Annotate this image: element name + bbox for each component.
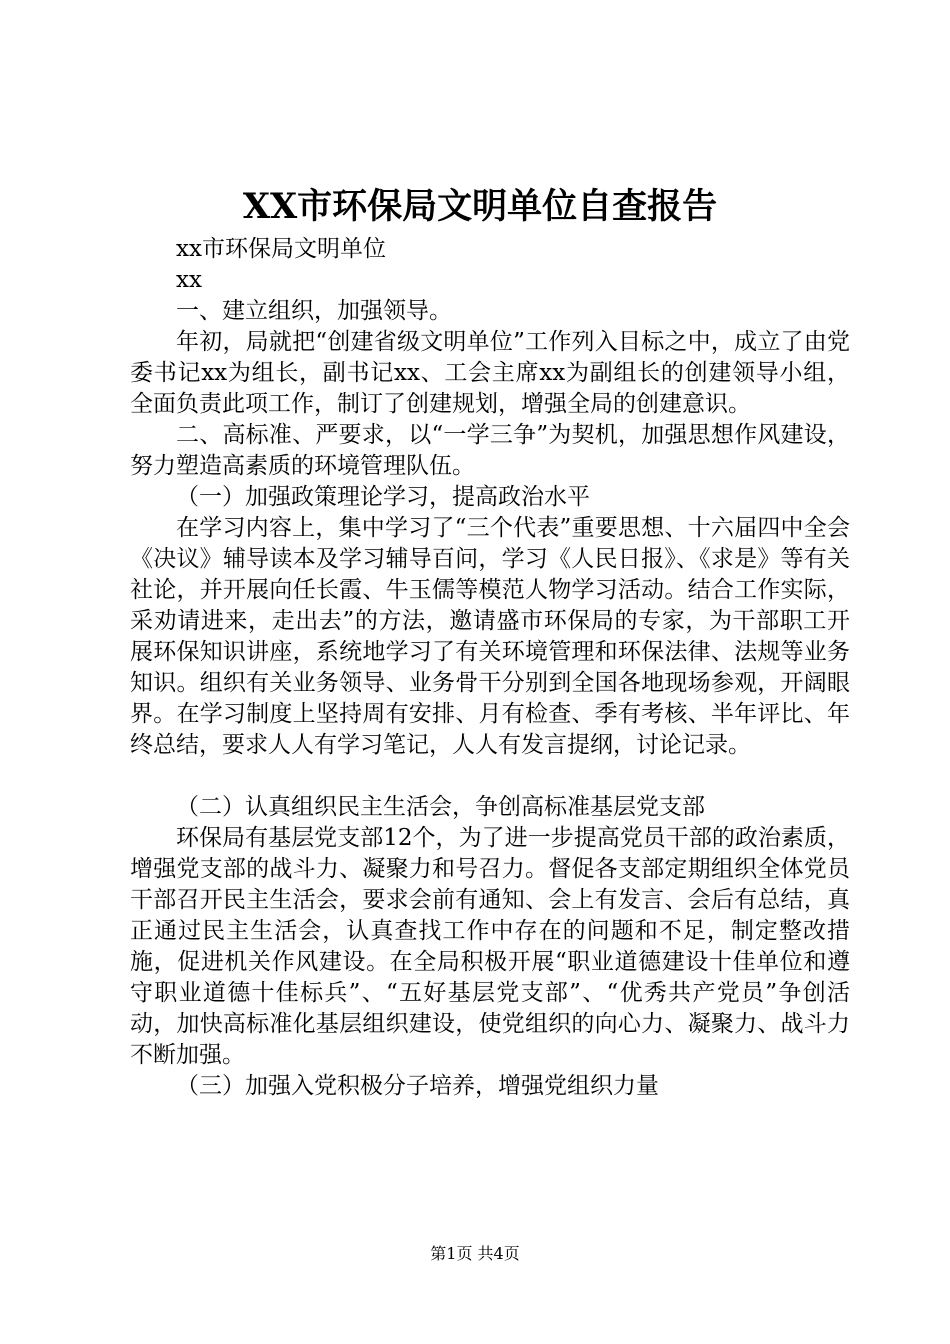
heading-section-2: 二、高标准、严要求，以“一学三争”为契机，加强思想作风建设，努力塑造高素质的环境管理队伍。 xyxy=(130,422,850,479)
heading-section-1: 一、建立组织，加强领导。 xyxy=(176,298,452,324)
paragraph-gap xyxy=(130,761,850,792)
paragraph-section-1-body: 年初，局就把“创建省级文明单位”工作列入目标之中，成立了由党委书记xx为组长，副书记xx、工会主席xx为副组长的创建领导小组，全面负责此项工作，制订了创建规划，增强全局的创建意识。 xyxy=(130,329,850,417)
heading-subsection-3: （三）加强入党积极分子培养，增强党组织力量 xyxy=(176,1073,659,1099)
heading-subsection-2: （二）认真组织民主生活会，争创高标准基层党支部 xyxy=(176,794,705,820)
page-footer: 第1页 共4页 xyxy=(430,1244,520,1263)
document-title: XX市环保局文明单位自查报告 xyxy=(242,186,718,227)
paragraph-unit-name: xx市环保局文明单位 xyxy=(176,236,386,262)
paragraph-subsection-1-body: 在学习内容上，集中学习了“三个代表”重要思想、十六届四中全会《决议》辅导读本及学习辅导百问，学习《人民日报》、《求是》等有关社论，并开展向任长霞、牛玉儒等模范人物学习活动。结合工作实际，采劝请进来，走出去”的方法，邀请盛市环保局的专家，为干部职工开展环保知识讲座，系统地学习了有关环境管理和环保法律、法规等业务知识。组织有关业务领导、业务骨干分别到全国各地现场参观，开阔眼界。在学习制度上坚持周有安排、月有检查、季有考核、半年评比、年终总结，要求人人有学习笔记，人人有发言提纲，讨论记录。 xyxy=(130,515,850,758)
heading-subsection-1: （一）加强政策理论学习，提高政治水平 xyxy=(176,484,590,510)
paragraph-date: xx xyxy=(176,267,202,293)
paragraph-subsection-2-body: 环保局有基层党支部12个，为了进一步提高党员干部的政治素质，增强党支部的战斗力、凝聚力和号召力。督促各支部定期组织全体党员干部召开民主生活会，要求会前有通知、会上有发言、会后有总结，真正通过民主生活会，认真查找工作中存在的问题和不足，制定整改措施，促进机关作风建设。在全局积极开展“职业道德建设十佳单位和遵守职业道德十佳标兵”、“五好基层党支部”、“优秀共产党员”争创活动，加快高标准化基层组织建设，使党组织的向心力、凝聚力、战斗力不断加强。 xyxy=(130,825,850,1068)
document-body xyxy=(130,234,850,1102)
